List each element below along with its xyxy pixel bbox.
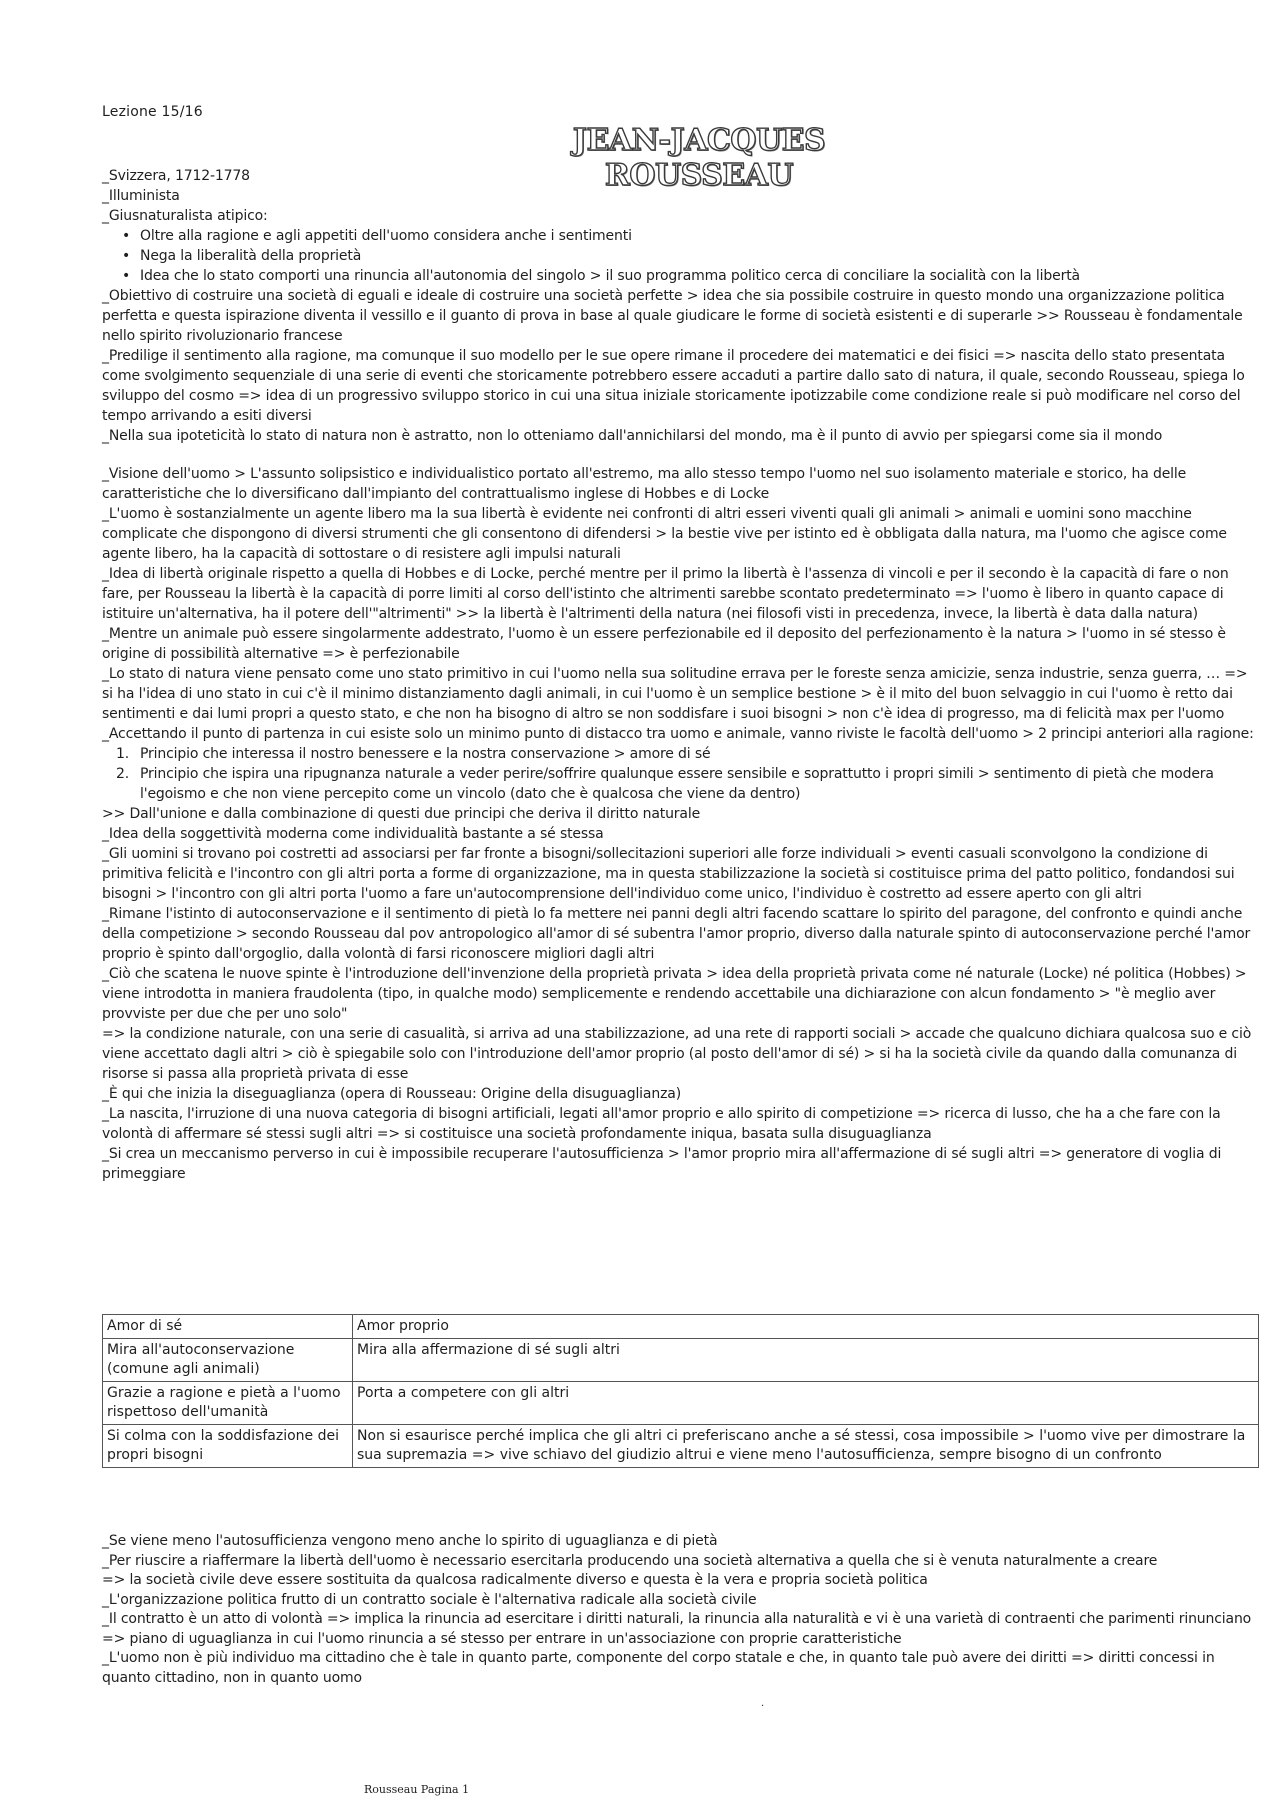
note-paragraph: _L'uomo è sostanzialmente un agente libero ma la sua libertà è evidente nei confronti di altri esseri viventi quali gli animali > animali e uomini sono macchine complicate che dispongono di diversi strumenti che gli consentono di difendersi > la bestie vive per istinto ed è obbligata dalla natura, ma l'uomo che agisce come agente libero, ha la capacità di sottostare o di resistere agli impulsi naturali bbox=[102, 506, 1227, 562]
numbered-item bbox=[102, 744, 1262, 764]
bullet-item: • Oltre alla ragione e agli appetiti dell'uomo considera anche i sentimenti bbox=[102, 226, 1262, 246]
table-row bbox=[103, 1425, 1259, 1468]
note-line: _Giusnaturalista atipico: bbox=[102, 208, 268, 224]
page-footer: Rousseau Pagina 1 bbox=[364, 1783, 470, 1796]
table-header-cell: Amor proprio bbox=[353, 1315, 1259, 1339]
table-row bbox=[103, 1382, 1259, 1425]
note-paragraph: _Per riuscire a riaffermare la libertà dell'uomo è necessario esercitarla producendo una società alternativa a quella che si è venuta naturalmente a creare bbox=[102, 1552, 1158, 1569]
note-paragraph: _Nella sua ipoteticità lo stato di natura non è astratto, non lo otteniamo dall'annichilarsi del mondo, ma è il punto di avvio per spiegarsi come sia il mondo bbox=[102, 428, 1163, 444]
note-paragraph: _Predilige il sentimento alla ragione, ma comunque il suo modello per le sue opere rimane il procedere dei matematici e dei fisici => nascita dello stato presentata come svolgimento sequenziale di una serie di eventi che storicamente potrebbero essere accaduti a partire dallo sato di natura, il quale, secondo Rousseau, spiega lo sviluppo del cosmo => idea di un progressivo sviluppo storico in cui una situa iniziale storicamente ipotizzabile come condizione reale si può modificare nel corso del tempo arrivando a esiti diversi bbox=[102, 348, 1245, 424]
note-line: _Svizzera, 1712-1778 bbox=[102, 168, 250, 184]
numbered-item bbox=[102, 764, 1262, 804]
note-paragraph: _È qui che inizia la diseguaglianza (opera di Rousseau: Origine della disuguaglianza) bbox=[102, 1086, 682, 1102]
table-cell: Grazie a ragione e pietà a l'uomo rispettoso dell'umanità bbox=[103, 1382, 353, 1425]
table-cell: Non si esaurisce perché implica che gli altri ci preferiscano anche a sé stessi, cosa impossibile > l'uomo vive per dimostrare la sua supremazia => vive schiavo del giudizio altrui e viene meno l'autosufficienza, sempre bisogno di un confronto bbox=[353, 1425, 1259, 1468]
note-paragraph: >> Dall'unione e dalla combinazione di questi due principi che deriva il diritto naturale bbox=[102, 806, 701, 822]
note-paragraph: _Mentre un animale può essere singolarmente addestrato, l'uomo è un essere perfezionabile ed il deposito del perfezionamento è la natura > l'uomo in sé stesso è origine di possibilità alternative => è perfezionabile bbox=[102, 626, 1226, 662]
note-paragraph: _Lo stato di natura viene pensato come uno stato primitivo in cui l'uomo nella sua solitudine errava per le foreste senza amicizie, senza industrie, senza guerra, … => si ha l'idea di uno stato in cui c'è il minimo distanziamento dagli animali, in cui l'uomo è un semplice bestione > è il mito del buon selvaggio in cui l'uomo è retto dai sentimenti e dai lumi propri a questo stato, e che non ha bisogno di altro se non soddisfare i suoi bisogni > non c'è idea di progresso, ma di felicità max per l'uomo bbox=[102, 666, 1248, 722]
item-text: Principio che interessa il nostro benessere e la nostra conservazione > amore di sé bbox=[140, 746, 711, 762]
note-paragraph: _Rimane l'istinto di autoconservazione e il sentimento di pietà lo fa mettere nei panni degli altri facendo scattare lo spirito del paragone, del confronto e quindi anche della competizione > secondo Rousseau dal pov antropologico all'amor di sé subentra l'amor proprio, diverso dalla naturale spinto di autoconservazione perché l'amor proprio è spinto dall'orgoglio, dalla volontà di farsi riconoscere migliori dagli altri bbox=[102, 906, 1251, 962]
bullet-item: • Idea che lo stato comporti una rinuncia all'autonomia del singolo > il suo programma politico cerca di conciliare la socialità con la libertà bbox=[102, 266, 1262, 286]
note-paragraph: _Idea di libertà originale rispetto a quella di Hobbes e di Locke, perché mentre per il primo la libertà è l'assenza di vincoli e per il secondo è la capacità di fare o non fare, per Rousseau la libertà è la capacità di porre limiti al corso dell'istinto che altrimenti sarebbe scontato predeterminato => l'uomo è libero in quanto capace di istituire un'alternativa, ha il potere dell'"altrimenti" >> la libertà è l'altrimenti della natura (nei filosofi visti in precedenza, invece, la libertà è data dalla natura) bbox=[102, 566, 1229, 622]
table-cell: Si colma con la soddisfazione dei propri bisogni bbox=[103, 1425, 353, 1468]
note-paragraph: _Visione dell'uomo > L'assunto solipsistico e individualistico portato all'estremo, ma allo stesso tempo l'uomo nel suo isolamento materiale e storico, ha delle caratteristiche che lo diversificano dall'impianto del contrattualismo inglese di Hobbes e di Locke bbox=[102, 466, 1187, 502]
comparison-table bbox=[102, 1314, 1259, 1468]
numbered-list bbox=[102, 744, 1262, 804]
page-title: JEAN-JACQUES ROUSSEAU bbox=[572, 123, 826, 193]
table-cell: Mira alla affermazione di sé sugli altri bbox=[353, 1339, 1259, 1382]
table-cell: Porta a competere con gli altri bbox=[353, 1382, 1259, 1425]
note-paragraph: _Gli uomini si trovano poi costretti ad associarsi per far fronte a bisogni/sollecitazioni superiori alle forze individuali > eventi casuali sconvolgono la condizione di primitiva felicità e l'incontro con gli altri porta a forme di organizzazione, ma in questa stabilizzazione la società si costituisce prima del patto politico, fondandosi sui bisogni > l'incontro con gli altri porta l'uomo a fare un'autocomprensione dell'individuo come unico, l'individuo è costretto ad essere aperto con gli altri bbox=[102, 846, 1235, 902]
note-paragraph: _L'uomo non è più individuo ma cittadino che è tale in quanto parte, componente del corpo statale e che, in quanto tale può avere dei diritti => diritti concessi in quanto cittadino, non in quanto uomo bbox=[102, 1650, 1215, 1686]
note-paragraph: _Idea della soggettività moderna come individualità bastante a sé stessa bbox=[102, 826, 604, 842]
item-number: 2. bbox=[116, 766, 130, 782]
table-header-cell: Amor di sé bbox=[103, 1315, 353, 1339]
note-paragraph: _Obiettivo di costruire una società di eguali e ideale di costruire una società perfette > idea che sia possibile costruire in questo mondo una organizzazione politica perfetta e questa ispirazione diventa il vessillo e il guanto di prova in base al quale giudicare le forme di società esistenti e di superarle >> Rousseau è fondamentale nello spirito rivoluzionario francese bbox=[102, 288, 1243, 344]
table-row bbox=[103, 1339, 1259, 1382]
stray-mark: . bbox=[761, 1698, 765, 1709]
bullet-item: • Nega la liberalità della proprietà bbox=[102, 246, 1262, 266]
note-paragraph: _Accettando il punto di partenza in cui esiste solo un minimo punto di distacco tra uomo e animale, vanno riviste le facoltà dell'uomo > 2 principi anteriori alla ragione: bbox=[102, 726, 1254, 742]
note-paragraph: _Il contratto è un atto di volontà => implica la rinuncia ad esercitare i diritti naturali, la rinuncia alla naturalità e vi è una varietà di contraenti che parimenti rinunciano => piano di uguaglianza in cui l'uomo rinuncia a sé stesso per entrare in un'associazione con proprie caratteristiche bbox=[102, 1611, 1252, 1647]
table-cell: Mira all'autoconservazione (comune agli animali) bbox=[103, 1339, 353, 1382]
note-paragraph: _La nascita, l'irruzione di una nuova categoria di bisogni artificiali, legati all'amor proprio e allo spirito di competizione => ricerca di lusso, che ha a che fare con la volontà di affermare sé stessi sugli altri => si costituisce una società profondamente iniqua, basata sulla disuguaglianza bbox=[102, 1106, 1221, 1142]
table-header-row bbox=[103, 1315, 1259, 1339]
item-number: 1. bbox=[116, 746, 130, 762]
note-paragraph: => la condizione naturale, con una serie di casualità, si arriva ad una stabilizzazione, ad una rete di rapporti sociali > accade che qualcuno dichiara qualcosa suo e ciò viene accettato dagli altri > ciò è spiegabile solo con l'introduzione dell'amor proprio (al posto dell'amor di sé) > si ha la società civile da quando dalla comunanza di risorse si passa alla proprietà privata di esse bbox=[102, 1026, 1252, 1082]
bullet-list bbox=[102, 226, 1262, 286]
note-paragraph: => la società civile deve essere sostituita da qualcosa radicalmente diverso e questa è la vera e propria società politica bbox=[102, 1572, 928, 1588]
note-line: _Illuminista bbox=[102, 188, 180, 204]
lesson-label: Lezione 15/16 bbox=[102, 104, 203, 120]
note-paragraph: _L'organizzazione politica frutto di un contratto sociale è l'alternativa radicale alla società civile bbox=[102, 1591, 757, 1608]
item-text: Principio che ispira una ripugnanza naturale a veder perire/soffrire qualunque essere sensibile e soprattutto i propri simili > sentimento di pietà che modera l'egoismo e che non viene percepito come un vincolo (dato che è qualcosa che viene da dentro) bbox=[140, 766, 1214, 802]
note-paragraph: _Ciò che scatena le nuove spinte è l'introduzione dell'invenzione della proprietà privata > idea della proprietà privata come né naturale (Locke) né politica (Hobbes) > viene introdotta in maniera fraudolenta (tipo, in qualche modo) semplicemente e rendendo accettabile una dichiarazione con alcun fondamento > "è meglio aver provviste per due che per uno solo" bbox=[102, 966, 1247, 1022]
note-paragraph: _Si crea un meccanismo perverso in cui è impossibile recuperare l'autosufficienza > l'amor proprio mira all'affermazione di sé sugli altri => generatore di voglia di primeggiare bbox=[102, 1146, 1222, 1182]
notes-body bbox=[102, 166, 1262, 1184]
spacer bbox=[102, 446, 1262, 464]
notes-conclusion bbox=[102, 1532, 1262, 1688]
note-paragraph: _Se viene meno l'autosufficienza vengono meno anche lo spirito di uguaglianza e di pietà bbox=[102, 1533, 718, 1549]
